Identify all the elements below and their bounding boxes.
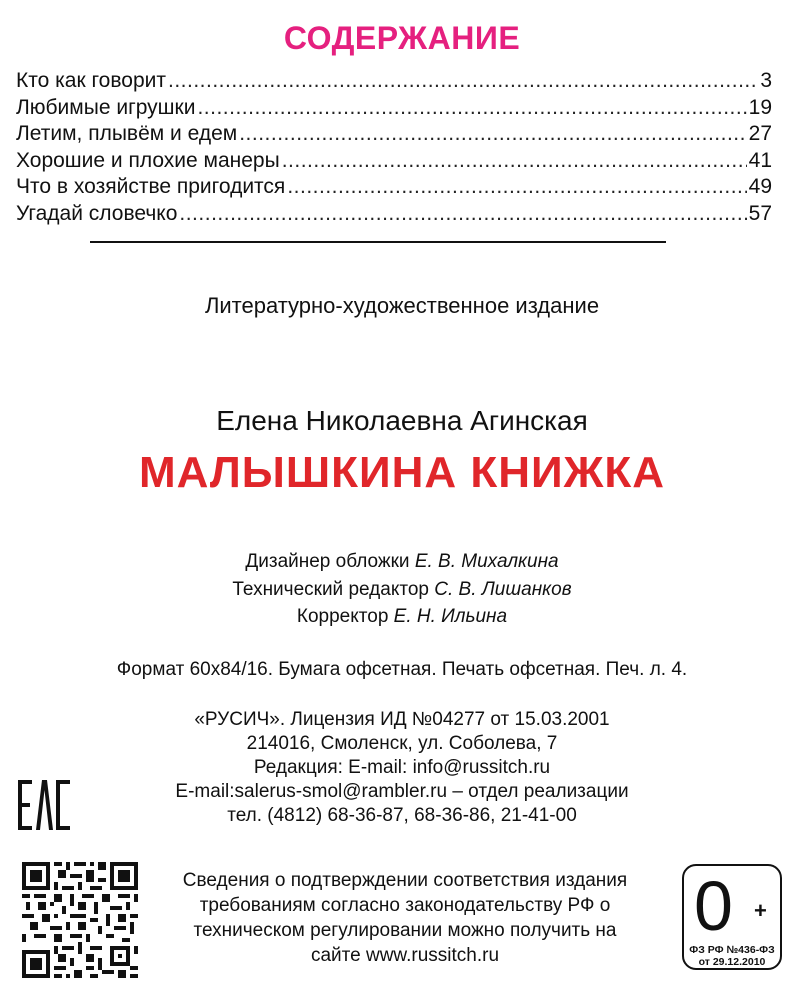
age-rating-law-date: от 29.12.2010 [698, 956, 766, 968]
toc-entry-page: 27 [748, 122, 772, 145]
toc-entry[interactable] [16, 68, 772, 95]
age-rating-value: 0 [694, 867, 733, 945]
notice-line: техническом регулировании можно получить на [193, 920, 617, 941]
toc-leader-dots [287, 174, 746, 201]
age-rating-law: ФЗ РФ №436-ФЗ [689, 944, 775, 956]
notice-line: требованиям согласно законодательству РФ о [199, 895, 611, 916]
notice-line: Сведения о подтверждении соответствия издания [182, 870, 628, 891]
notice-line [150, 943, 660, 968]
credit-role: Корректор [296, 606, 389, 627]
toc-entry-title: Хорошие и плохие манеры [16, 148, 280, 172]
credit-role: Дизайнер обложки [245, 551, 410, 572]
credit-name: Е. Н. Ильина [393, 606, 508, 627]
edition-type: Литературно-художественное издание [204, 293, 600, 318]
toc-entry-title: Любимые игрушки [16, 95, 196, 119]
publisher-address: 214016, Смоленск, ул. Соболева, 7 [246, 733, 558, 754]
eac-mark-icon [18, 780, 72, 830]
table-of-contents [16, 68, 772, 227]
editorial-email: Редакция: E-mail: info@russitch.ru [253, 757, 551, 778]
publisher-phones: тел. (4812) 68-36-87, 68-36-86, 21-41-00 [227, 805, 577, 826]
qr-code-icon [22, 862, 138, 978]
toc-entry-page: 49 [748, 175, 772, 198]
credit-line [0, 548, 804, 576]
section-divider [90, 241, 666, 243]
toc-entry-page: 57 [748, 201, 772, 225]
author-name: Елена Николаевна Агинская [216, 405, 588, 436]
toc-entry-title: Что в хозяйстве пригодится [16, 175, 286, 198]
toc-entry-page: 3 [760, 69, 772, 92]
toc-leader-dots [239, 121, 746, 148]
publisher-license: «РУСИЧ». Лицензия ИД №04277 от 15.03.2001 [194, 709, 610, 730]
toc-entry[interactable] [16, 121, 772, 148]
notice-line-text: сайте www.russitch.ru [310, 945, 500, 966]
toc-entry-page: 41 [748, 148, 772, 172]
format-line: Формат 60х84/16. Бумага офсетная. Печать офсетная. Печ. л. 4. [116, 659, 688, 680]
toc-entry-title: Угадай словечко [16, 201, 178, 225]
toc-entry[interactable] [16, 201, 772, 228]
sales-email: E-mail:salerus-smol@rambler.ru – отдел реализации [175, 781, 629, 802]
book-title: МАЛЫШКИНА КНИЖКА [138, 448, 666, 497]
toc-entry-page: 19 [748, 95, 772, 119]
credit-role: Технический редактор [232, 579, 429, 600]
toc-title: СОДЕРЖАНИЕ [283, 20, 521, 56]
toc-entry[interactable] [16, 148, 772, 175]
age-rating-plus: + [754, 898, 767, 923]
toc-entry-title: Летим, плывём и едем [16, 122, 238, 145]
credit-name: С. В. Лишанков [434, 579, 572, 600]
toc-leader-dots [168, 68, 758, 95]
toc-leader-dots [179, 201, 746, 228]
toc-leader-dots [282, 148, 747, 175]
toc-entry[interactable] [16, 174, 772, 201]
toc-leader-dots [197, 95, 746, 122]
credit-line [0, 576, 804, 604]
credit-line [0, 603, 804, 631]
age-rating-badge [682, 864, 782, 970]
credit-name: Е. В. Михалкина [414, 551, 559, 572]
toc-entry-title: Кто как говорит [16, 69, 166, 92]
conformity-notice [150, 868, 660, 968]
toc-entry[interactable] [16, 95, 772, 122]
